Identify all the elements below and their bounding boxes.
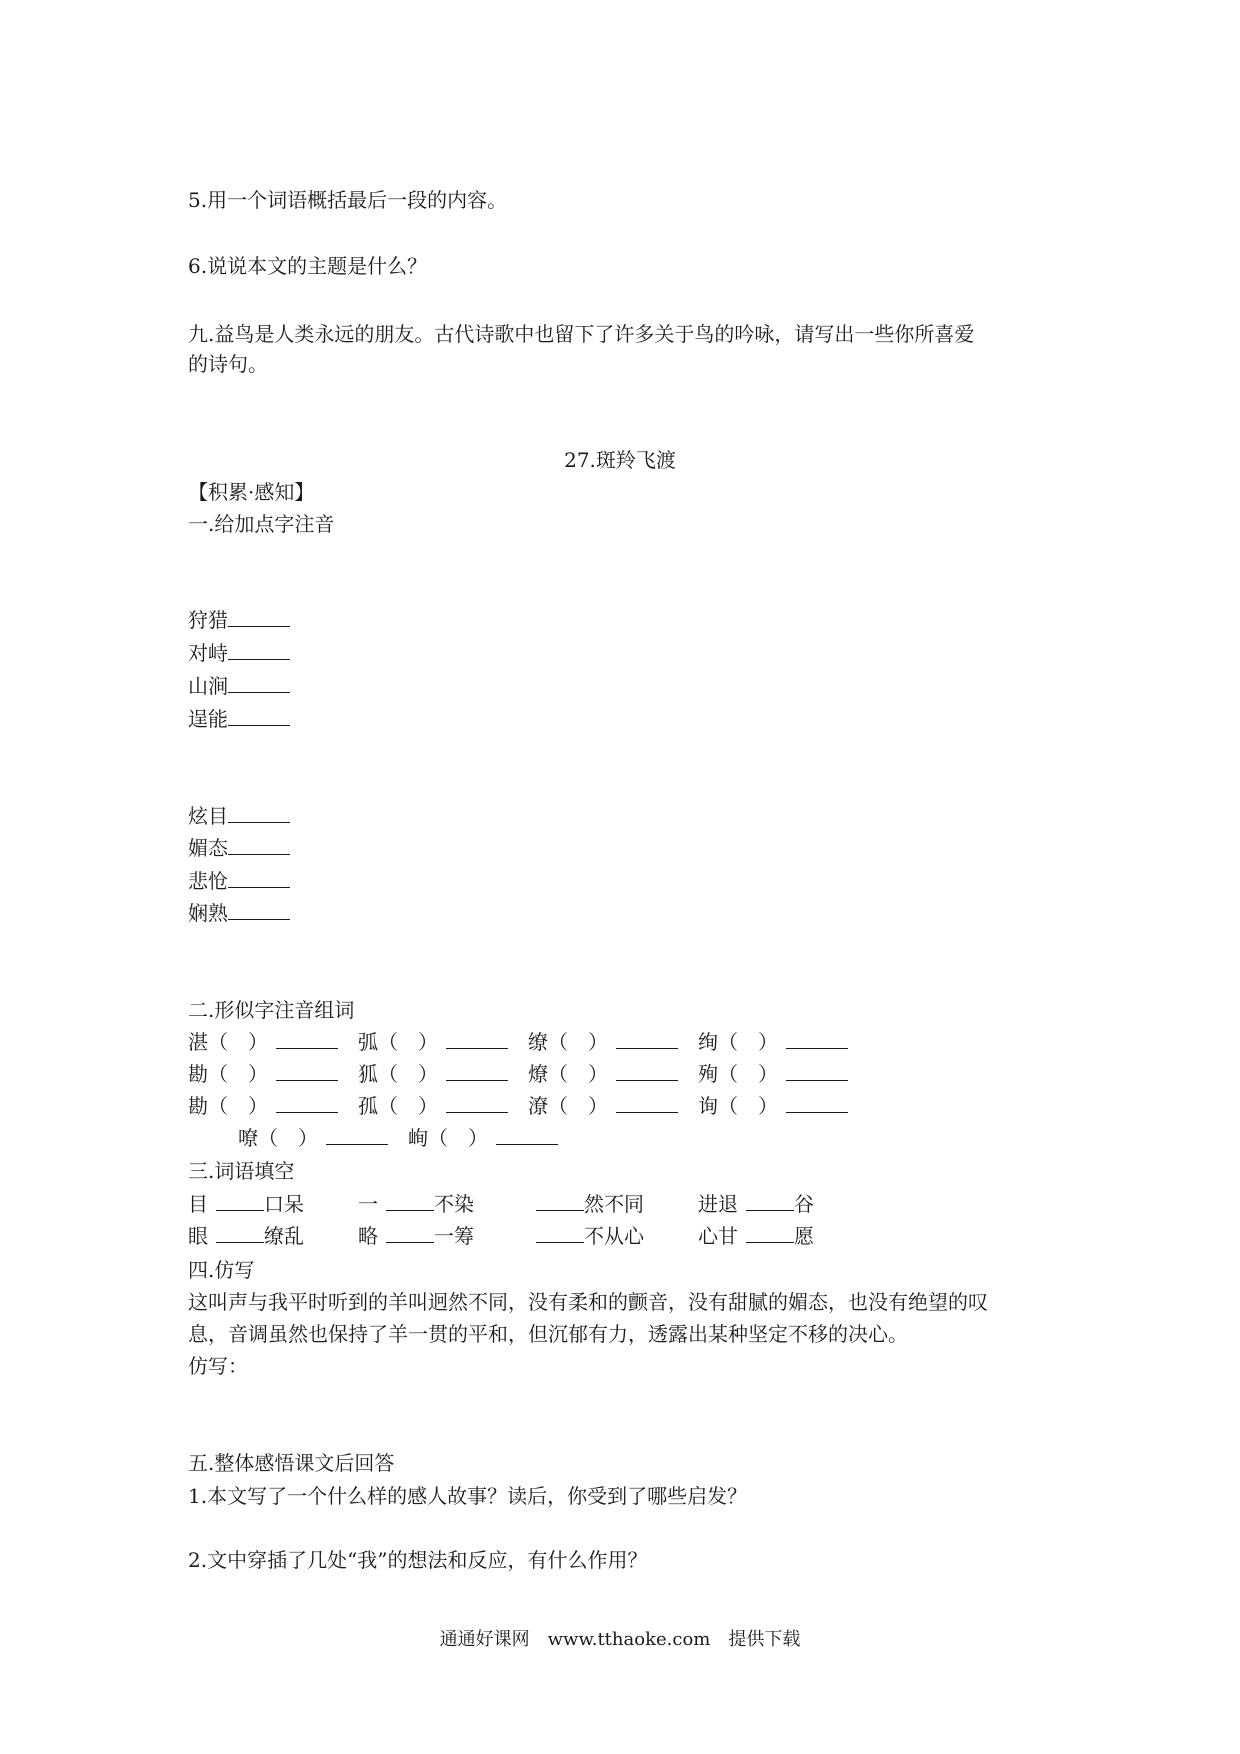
answer-blank[interactable] bbox=[276, 1094, 338, 1113]
answer-blank[interactable] bbox=[228, 901, 290, 920]
pinyin-item: 炫目 bbox=[188, 804, 290, 828]
answer-blank[interactable] bbox=[446, 1094, 508, 1113]
imitation-passage-line1: 这叫声与我平时听到的羊叫迥然不同，没有柔和的颤音，没有甜腻的媚态，也没有绝望的叹 bbox=[188, 1290, 988, 1314]
answer-blank[interactable] bbox=[216, 1224, 264, 1243]
question-9-line2: 的诗句。 bbox=[188, 352, 268, 376]
answer-blank[interactable] bbox=[496, 1126, 558, 1145]
answer-blank[interactable] bbox=[616, 1030, 678, 1049]
similar-char-item: 孤（ ） bbox=[358, 1094, 508, 1118]
imitation-prompt: 仿写： bbox=[188, 1354, 248, 1378]
question-9-line1: 九.益鸟是人类永远的朋友。古代诗歌中也留下了许多关于鸟的吟咏，请写出一些你所喜爱 bbox=[188, 322, 975, 346]
imitation-passage-line2: 息，音调虽然也保持了羊一贯的平和，但沉郁有力，透露出某种坚定不移的决心。 bbox=[188, 1322, 908, 1346]
answer-blank[interactable] bbox=[228, 641, 290, 660]
similar-char-item: 绚（ ） bbox=[698, 1030, 848, 1054]
answer-blank[interactable] bbox=[446, 1030, 508, 1049]
answer-blank[interactable] bbox=[386, 1192, 434, 1211]
pinyin-item: 狩猎 bbox=[188, 608, 290, 632]
pinyin-item: 山涧 bbox=[188, 674, 290, 698]
similar-char-item: 潦（ ） bbox=[528, 1094, 678, 1118]
pinyin-item: 娴熟 bbox=[188, 901, 290, 925]
answer-blank[interactable] bbox=[228, 836, 290, 855]
answer-blank[interactable] bbox=[276, 1030, 338, 1049]
answer-blank[interactable] bbox=[386, 1224, 434, 1243]
question-5-1: 1.本文写了一个什么样的感人故事？读后，你受到了哪些启发？ bbox=[188, 1484, 748, 1508]
answer-blank[interactable] bbox=[746, 1192, 794, 1211]
answer-blank[interactable] bbox=[616, 1094, 678, 1113]
similar-char-item: 燎（ ） bbox=[528, 1062, 678, 1086]
answer-blank[interactable] bbox=[616, 1062, 678, 1081]
similar-char-item: 殉（ ） bbox=[698, 1062, 848, 1086]
similar-char-item: 勘（ ） bbox=[188, 1094, 338, 1118]
section-heading: 【积累·感知】 bbox=[188, 480, 315, 504]
similar-char-item: 嘹（ ） bbox=[238, 1126, 388, 1150]
similar-char-item: 湛（ ） bbox=[188, 1030, 338, 1054]
question-5-2: 2.文中穿插了几处“我”的想法和反应，有什么作用？ bbox=[188, 1548, 648, 1572]
similar-char-item: 峋（ ） bbox=[408, 1126, 558, 1150]
similar-char-item: 弧（ ） bbox=[358, 1030, 508, 1054]
idiom-item: 不从心 bbox=[528, 1224, 644, 1248]
section-5-title: 五.整体感悟课文后回答 bbox=[188, 1451, 395, 1475]
answer-blank[interactable] bbox=[216, 1192, 264, 1211]
pinyin-item: 逞能 bbox=[188, 707, 290, 731]
answer-blank[interactable] bbox=[536, 1192, 584, 1211]
section-1-title: 一.给加点字注音 bbox=[188, 512, 335, 536]
lesson-title: 27.斑羚飞渡 bbox=[564, 448, 676, 472]
answer-blank[interactable] bbox=[228, 804, 290, 823]
answer-blank[interactable] bbox=[446, 1062, 508, 1081]
idiom-item: 然不同 bbox=[528, 1192, 644, 1216]
pinyin-item: 媚态 bbox=[188, 836, 290, 860]
pinyin-item: 悲怆 bbox=[188, 869, 290, 893]
section-3-title: 三.词语填空 bbox=[188, 1159, 295, 1183]
idiom-item: 目 口呆 bbox=[188, 1192, 304, 1216]
answer-blank[interactable] bbox=[228, 608, 290, 627]
answer-blank[interactable] bbox=[228, 869, 290, 888]
question-5: 5.用一个词语概括最后一段的内容。 bbox=[188, 188, 508, 212]
page-footer: 通通好课网 www.tthaoke.com 提供下载 bbox=[439, 1629, 801, 1650]
answer-blank[interactable] bbox=[746, 1224, 794, 1243]
section-2-title: 二.形似字注音组词 bbox=[188, 998, 355, 1022]
similar-char-item: 勘（ ） bbox=[188, 1062, 338, 1086]
similar-char-item: 缭（ ） bbox=[528, 1030, 678, 1054]
answer-blank[interactable] bbox=[276, 1062, 338, 1081]
answer-blank[interactable] bbox=[536, 1224, 584, 1243]
idiom-item: 一 不染 bbox=[358, 1192, 474, 1216]
idiom-item: 略 一筹 bbox=[358, 1224, 474, 1248]
idiom-item: 进退 谷 bbox=[698, 1192, 814, 1216]
idiom-item: 心甘 愿 bbox=[698, 1224, 814, 1248]
answer-blank[interactable] bbox=[326, 1126, 388, 1145]
answer-blank[interactable] bbox=[786, 1094, 848, 1113]
answer-blank[interactable] bbox=[786, 1030, 848, 1049]
section-4-title: 四.仿写 bbox=[188, 1258, 255, 1282]
answer-blank[interactable] bbox=[786, 1062, 848, 1081]
idiom-item: 眼 缭乱 bbox=[188, 1224, 304, 1248]
pinyin-item: 对峙 bbox=[188, 641, 290, 665]
answer-blank[interactable] bbox=[228, 674, 290, 693]
question-6: 6.说说本文的主题是什么？ bbox=[188, 254, 428, 278]
similar-char-item: 狐（ ） bbox=[358, 1062, 508, 1086]
similar-char-item: 询（ ） bbox=[698, 1094, 848, 1118]
answer-blank[interactable] bbox=[228, 707, 290, 726]
